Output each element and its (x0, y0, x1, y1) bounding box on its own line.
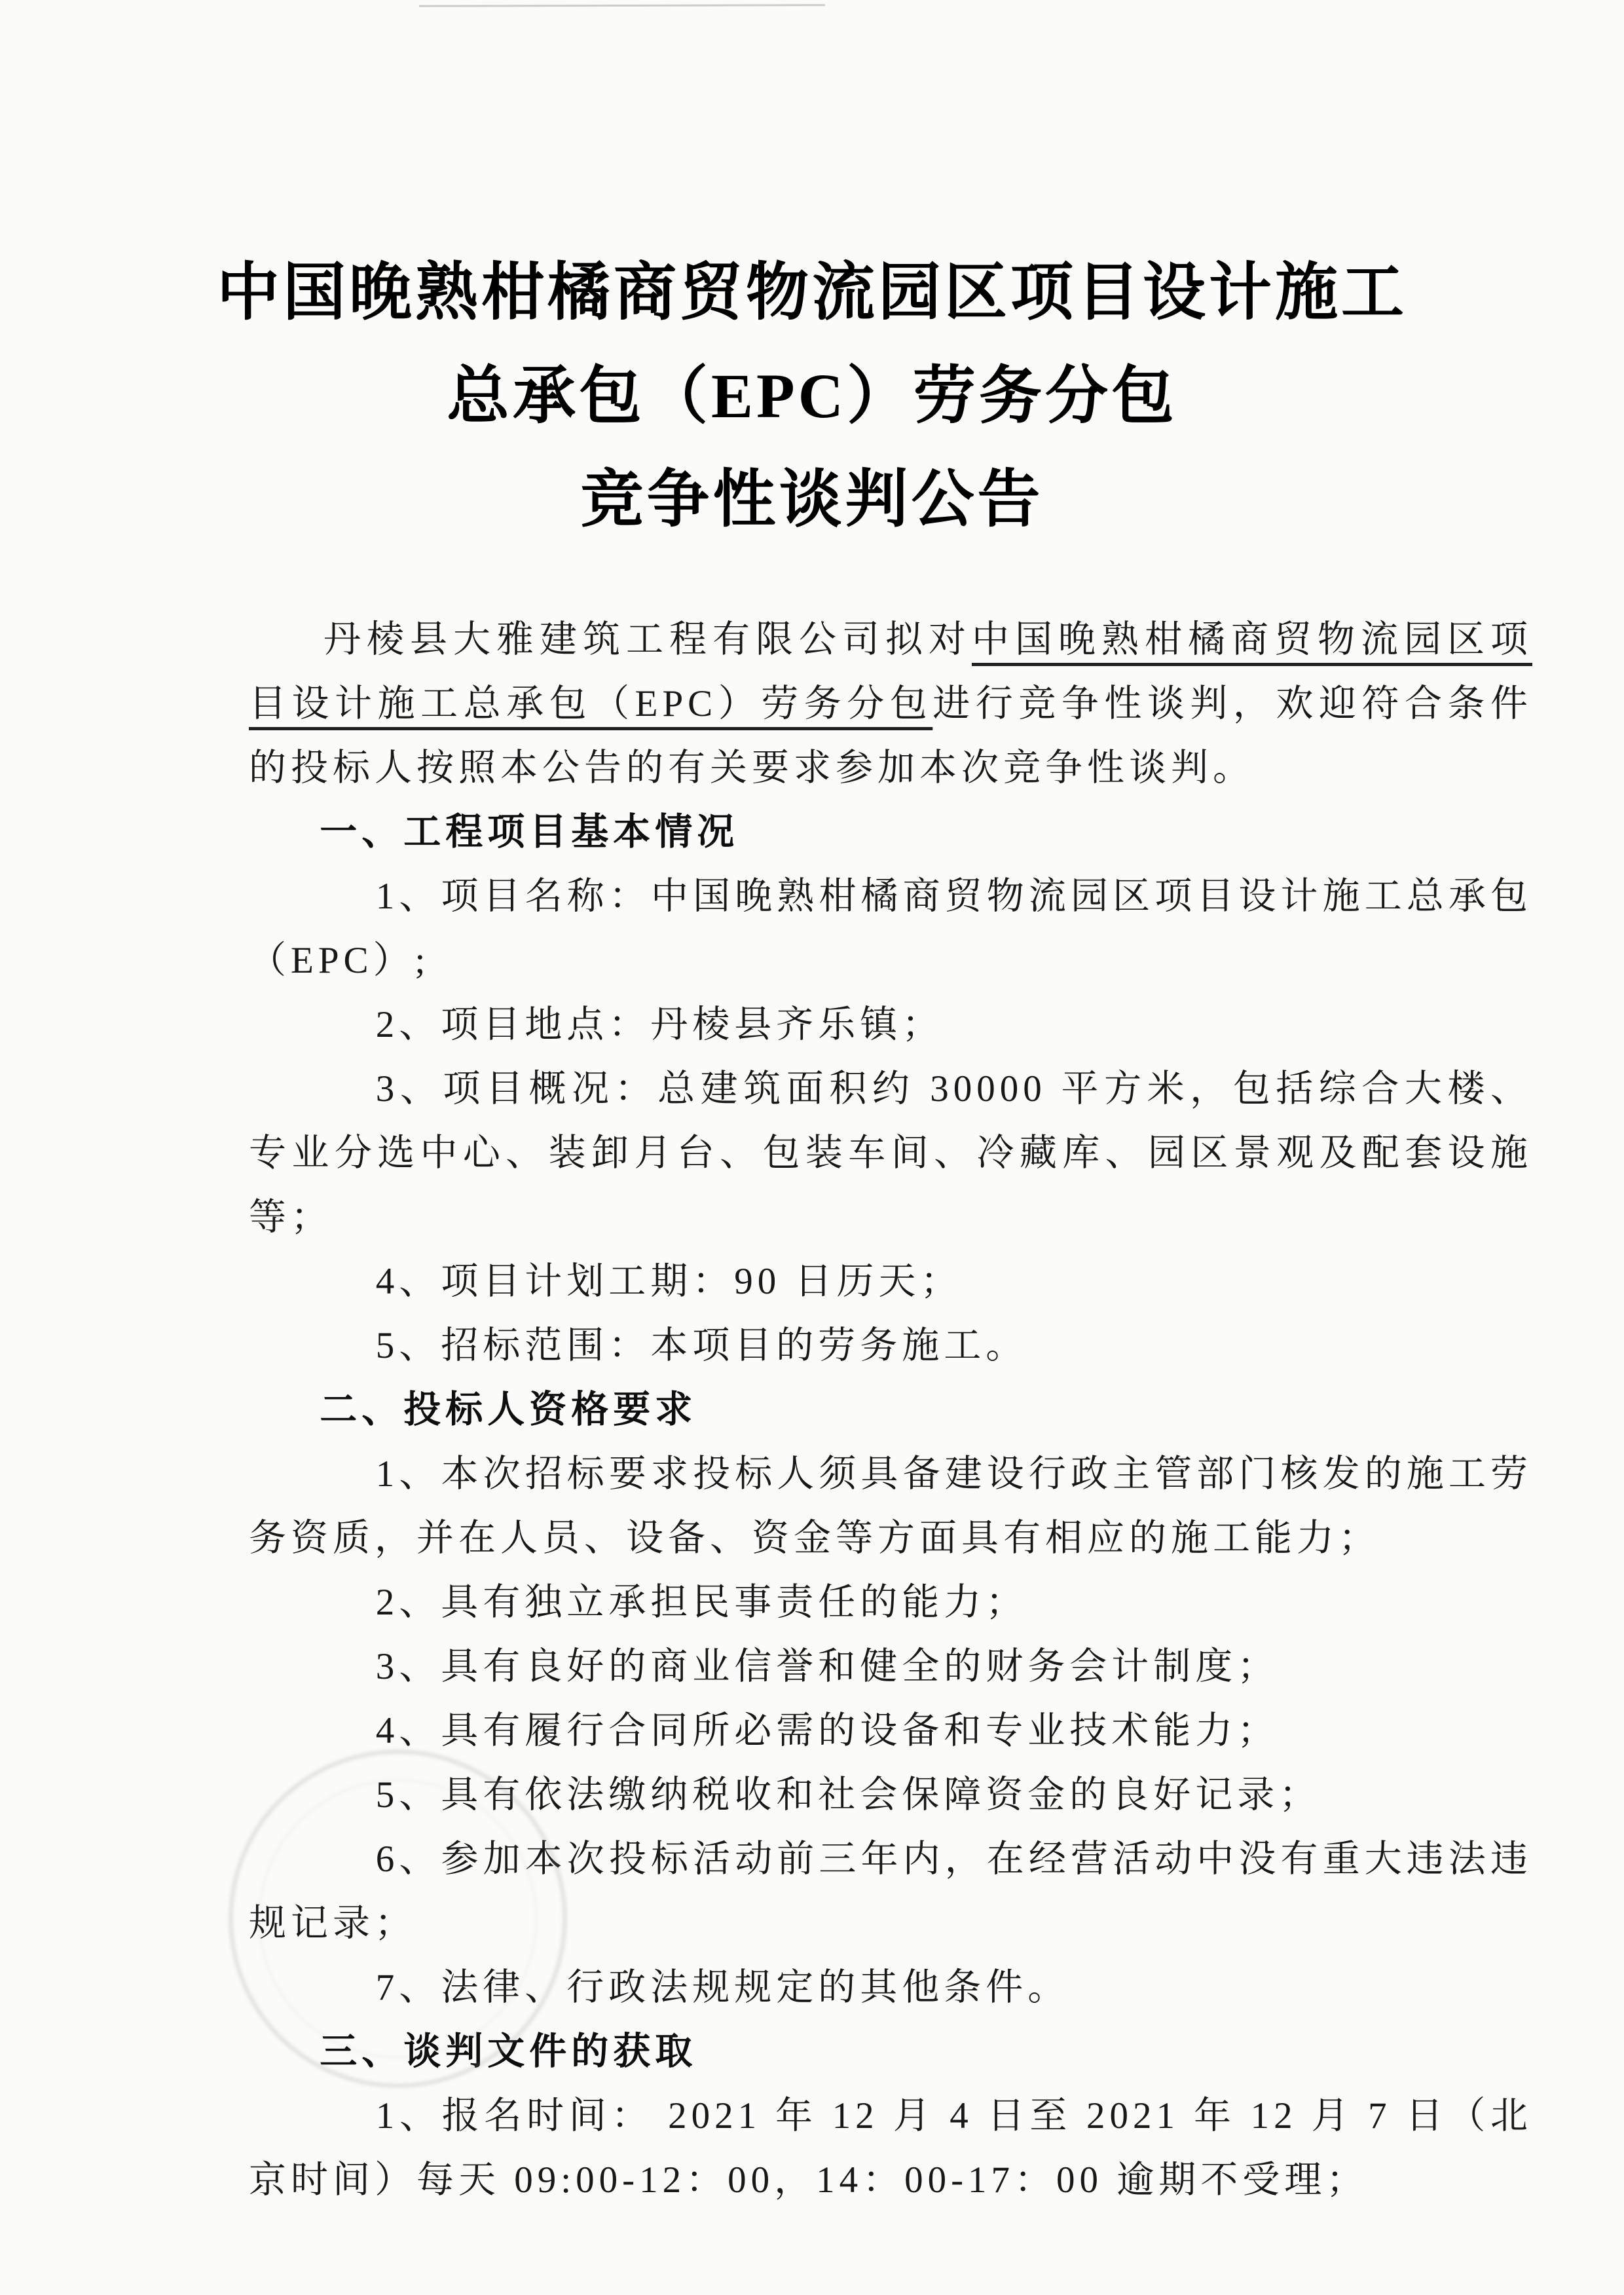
section2-item-3: 3、具有良好的商业信誉和健全的财务会计制度； (375, 1646, 1280, 1687)
intro-prefix: 丹棱县大雅建筑工程有限公司拟对 (323, 619, 972, 660)
section-heading-1: 一、工程项目基本情况 (320, 812, 739, 853)
section-heading-2: 二、投标人资格要求 (320, 1389, 697, 1430)
section1-item-2: 2、项目地点：丹棱县齐乐镇； (375, 1004, 944, 1045)
section3-item-1: 1、报名时间： 2021 年 12 月 4 日至 2021 年 12 月 7 日（北京时间）每天 09:00-12：00，14：00-17：00 逾期不受理； (249, 2095, 1532, 2201)
intro-underlined-project-name: 中国晚熟柑橘商贸物流园区项目设计施工总承包（EPC）劳务分包 (249, 619, 1532, 724)
faint-stamp-inner-ring (259, 1780, 537, 2058)
title-line-3: 竞争性谈判公告 (580, 464, 1044, 534)
section2-item-6: 6、参加本次投标活动前三年内，在经营活动中没有重大违法违规记录； (249, 1838, 1532, 1944)
section2-item-2: 2、具有独立承担民事责任的能力； (375, 1582, 1028, 1623)
document-title (0, 0, 1624, 551)
section2-item-1: 1、本次招标要求投标人须具备建设行政主管部门核发的施工劳务资质，并在人员、设备、资金等方面具有相应的施工能力； (249, 1453, 1532, 1559)
title-line-1: 中国晚熟柑橘商贸物流园区项目设计施工 (217, 257, 1407, 327)
section1-item-5: 5、招标范围：本项目的劳务施工。 (375, 1325, 1028, 1366)
section-heading-3: 三、谈判文件的获取 (320, 2031, 697, 2072)
section2-item-7: 7、法律、行政法规规定的其他条件。 (375, 1967, 1070, 2008)
intro-paragraph (249, 608, 1532, 800)
section2-item-4: 4、具有履行合同所必需的设备和专业技术能力； (375, 1710, 1280, 1751)
title-line-2: 总承包（EPC）劳务分包 (447, 361, 1177, 431)
section2-item-5: 5、具有依法缴纳税收和社会保障资金的良好记录； (375, 1774, 1321, 1816)
section1-item-3: 3、项目概况：总建筑面积约 30000 平方米，包括综合大楼、专业分选中心、装卸月台、包装车间、冷藏库、园区景观及配套设施等； (249, 1068, 1532, 1238)
section1-item-4: 4、项目计划工期：90 日历天； (375, 1261, 963, 1302)
intro-suffix: 进行竞争性谈判，欢迎符合条件的投标人按照本公告的有关要求参加本次竞争性谈判。 (249, 683, 1532, 789)
section1-item-1: 1、项目名称：中国晚熟柑橘商贸物流园区项目设计施工总承包（EPC）; (249, 876, 1532, 981)
faint-stamp-mark (229, 1750, 566, 2087)
